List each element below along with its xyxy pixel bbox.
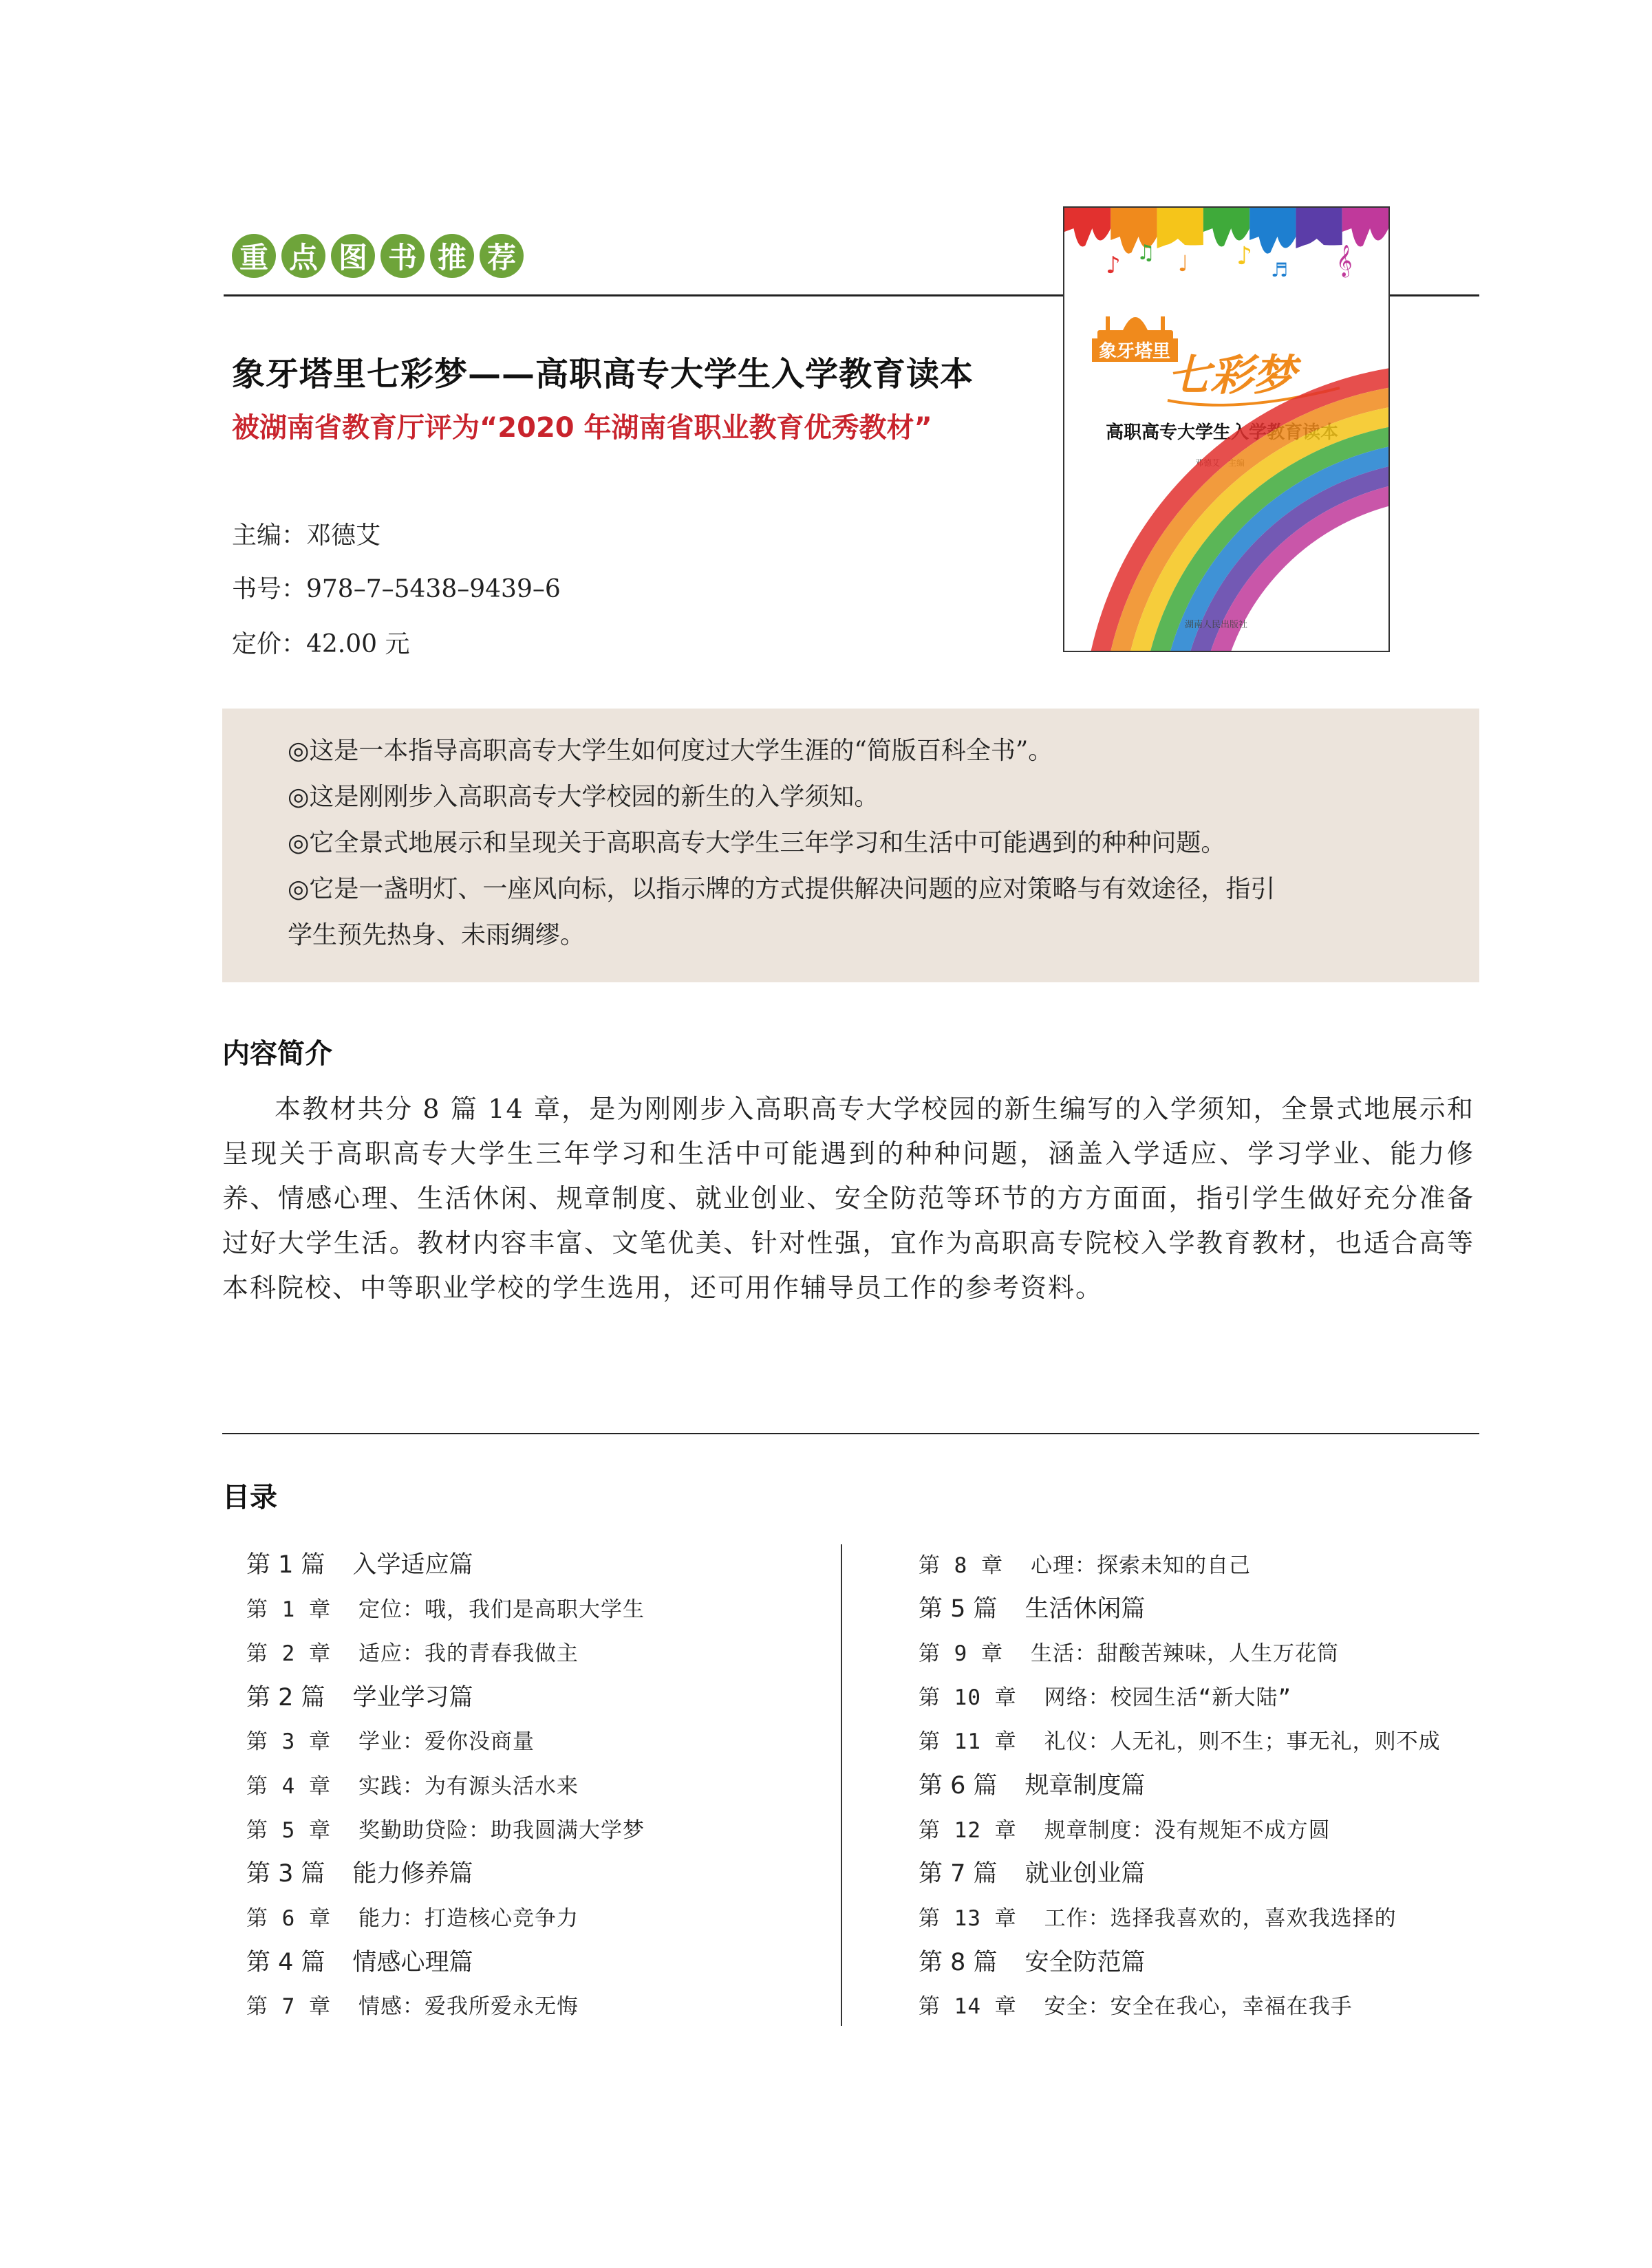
toc-item-title: 安全：安全在我心，幸福在我手 (1044, 1994, 1353, 2020)
highlight-line: ◎它全景式地展示和呈现关于高职高专大学生三年学习和生活中可能遇到的种种问题。 (288, 829, 1226, 857)
highlights-box (222, 709, 1479, 982)
toc-item-title: 能力修养篇 (352, 1860, 473, 1888)
highlight-line: ◎这是刚刚步入高职高专大学校园的新生的入学须知。 (288, 783, 879, 811)
toc-item-number: 第 8 篇 (919, 1948, 998, 1976)
intro-text: 本教材共分 8 篇 14 章，是为刚刚步入高职高专大学校园的新生编写的入学须知，全景式地展示和呈现关于高职高专大学生三年学习和生活中可能遇到的种种问题，涵盖入学适应、学习学业、能力修养、情感心理、生活休闲、规章制度、就业创业、安全防范等环节的方方面面，指引学生做好充分准备过好大学生活。教材内容丰富、文笔优美、针对性强，宜作为高职高专院校入学教育教材，也适合高等本科院校、中等职业学校的学生选用，还可用作辅导员工作的参考资料。 (222, 1094, 1474, 1303)
book-cover-image (1063, 206, 1390, 652)
book-award: 被湖南省教育厅评为“2020 年湖南省职业教育优秀教材” (232, 412, 932, 444)
toc-item-title: 入学适应篇 (352, 1551, 473, 1579)
cover-publisher: 湖南人民出版社 (1185, 620, 1248, 630)
toc-left-column (246, 1541, 824, 2027)
palace-icon (1097, 316, 1173, 340)
toc-item-title: 工作：选择我喜欢的，喜欢我选择的 (1044, 1906, 1397, 1932)
toc-part-item (919, 1762, 1483, 1806)
toc-chapter-item (919, 1541, 1483, 1585)
toc-chapter-item (919, 1718, 1483, 1762)
toc-item-title: 定位：哦，我们是高职大学生 (358, 1597, 645, 1622)
toc-part-item (246, 1541, 824, 1585)
toc-item-number: 第 8 章 (919, 1553, 1003, 1578)
toc-item-number: 第 2 篇 (246, 1683, 325, 1711)
toc-chapter-item (246, 1629, 824, 1673)
badge-char: 推 (430, 234, 474, 278)
toc-chapter-item (919, 1806, 1483, 1850)
highlight-line: ◎它是一盏明灯、一座风向标，以指示牌的方式提供解决问题的应对策略与有效途径，指引 (288, 875, 1276, 903)
book-isbn: 书号：978–7–5438–9439–6 (232, 575, 561, 603)
cover-editor: 邓德艾 主编 (1195, 458, 1245, 468)
toc-item-title: 安全防范篇 (1025, 1948, 1146, 1976)
toc-heading: 目录 (222, 1482, 277, 1513)
book-price: 定价：42.00 元 (232, 630, 410, 658)
toc-item-number: 第 3 章 (246, 1729, 331, 1755)
toc-part-item (246, 1850, 824, 1894)
toc-part-item (246, 1674, 824, 1718)
toc-item-number: 第 6 章 (246, 1906, 331, 1932)
toc-item-title: 情感心理篇 (352, 1948, 473, 1976)
toc-item-title: 礼仪：人无礼，则不生；事无礼，则不成 (1044, 1729, 1441, 1755)
music-note-icon: ♪ (1236, 242, 1252, 270)
toc-right-column (919, 1541, 1483, 2027)
toc-item-number: 第 10 章 (919, 1685, 1017, 1711)
intro-heading: 内容简介 (222, 1038, 332, 1070)
highlight-line: ◎这是一本指导高职高专大学生如何度过大学生涯的“简版百科全书”。 (288, 737, 1053, 765)
badge-char: 重 (232, 234, 276, 278)
book-title: 象牙塔里七彩梦——高职高专大学生入学教育读本 (232, 355, 974, 393)
toc-item-number: 第 7 篇 (919, 1860, 998, 1888)
toc-part-item (919, 1938, 1483, 1983)
toc-chapter-item (246, 1806, 824, 1850)
toc-chapter-item (246, 1718, 824, 1762)
treble-clef-icon: 𝄞 (1336, 245, 1353, 277)
highlight-line: 学生预先热身、未雨绸缪。 (288, 921, 586, 949)
toc-item-number: 第 12 章 (919, 1817, 1017, 1843)
toc-item-title: 规章制度：没有规矩不成方圆 (1044, 1817, 1331, 1843)
toc-item-number: 第 1 篇 (246, 1551, 325, 1579)
toc-item-title: 实践：为有源头活水来 (358, 1773, 579, 1799)
cover-color-drip (1249, 208, 1296, 254)
section-divider (222, 1433, 1479, 1434)
toc-item-number: 第 5 篇 (919, 1595, 998, 1623)
toc-chapter-item (246, 1585, 824, 1629)
toc-item-number: 第 14 章 (919, 1994, 1017, 2020)
toc-item-title: 生活休闲篇 (1025, 1595, 1146, 1623)
book-editor: 主编：邓德艾 (232, 521, 381, 550)
toc-item-title: 情感：爱我所爱永无悔 (358, 1994, 579, 2020)
toc-item-title: 网络：校园生活“新大陆” (1044, 1685, 1291, 1711)
cover-color-drip (1296, 208, 1342, 248)
badge-char: 点 (281, 234, 325, 278)
toc-chapter-item (246, 1762, 824, 1806)
badge-char: 荐 (480, 234, 524, 278)
music-note-icon: ♪ (1106, 252, 1121, 279)
cover-subtitle: 高职高专大学生入学教育读本 (1106, 422, 1339, 443)
toc-item-title: 规章制度篇 (1025, 1772, 1146, 1800)
toc-item-number: 第 11 章 (919, 1729, 1017, 1755)
toc-chapter-item (919, 1629, 1483, 1673)
book-cover-art (1064, 208, 1388, 651)
toc-item-title: 能力：打造核心竞争力 (358, 1906, 579, 1932)
toc-item-number: 第 6 篇 (919, 1772, 998, 1800)
toc-item-title: 奖勤助贷险：助我圆满大学梦 (358, 1817, 645, 1843)
cover-title-small: 象牙塔里 (1099, 341, 1171, 362)
badge-char: 图 (331, 234, 375, 278)
cover-color-drip (1342, 208, 1388, 247)
toc-item-number: 第 1 章 (246, 1597, 331, 1622)
cover-color-drip (1203, 208, 1249, 247)
music-note-icon: ♬ (1271, 259, 1289, 281)
toc-item-title: 生活：甜酸苦辣味，人生万花筒 (1031, 1641, 1339, 1666)
toc-item-number: 第 9 章 (919, 1641, 1003, 1666)
cover-color-drip (1157, 208, 1203, 248)
toc-item-number: 第 13 章 (919, 1906, 1017, 1932)
toc-chapter-item (919, 1894, 1483, 1938)
toc-item-title: 适应：我的青春我做主 (358, 1641, 579, 1666)
toc-part-item (919, 1585, 1483, 1629)
toc-item-number: 第 5 章 (246, 1817, 331, 1843)
featured-books-badges (232, 234, 524, 278)
toc-part-item (246, 1938, 824, 1983)
toc-chapter-item (246, 1983, 824, 2027)
music-note-icon: ♫ (1137, 241, 1155, 265)
toc-item-title: 学业学习篇 (352, 1683, 473, 1711)
toc-item-title: 心理：探索未知的自己 (1031, 1553, 1251, 1578)
toc-chapter-item (246, 1894, 824, 1938)
toc-part-item (919, 1850, 1483, 1894)
toc-column-divider (841, 1544, 842, 2026)
toc-item-title: 就业创业篇 (1025, 1860, 1146, 1888)
toc-item-number: 第 7 章 (246, 1994, 331, 2020)
toc-item-number: 第 4 章 (246, 1773, 331, 1799)
toc-item-number: 第 2 章 (246, 1641, 331, 1666)
toc-chapter-item (919, 1674, 1483, 1718)
toc-item-number: 第 4 篇 (246, 1948, 325, 1976)
toc-item-number: 第 3 篇 (246, 1860, 325, 1888)
badge-char: 书 (380, 234, 425, 278)
cover-color-drip (1064, 208, 1111, 247)
toc-chapter-item (919, 1983, 1483, 2027)
toc-item-title: 学业：爱你没商量 (358, 1729, 535, 1755)
music-note-icon: ♩ (1178, 250, 1189, 277)
cover-title-big: 七彩梦 (1168, 350, 1296, 400)
